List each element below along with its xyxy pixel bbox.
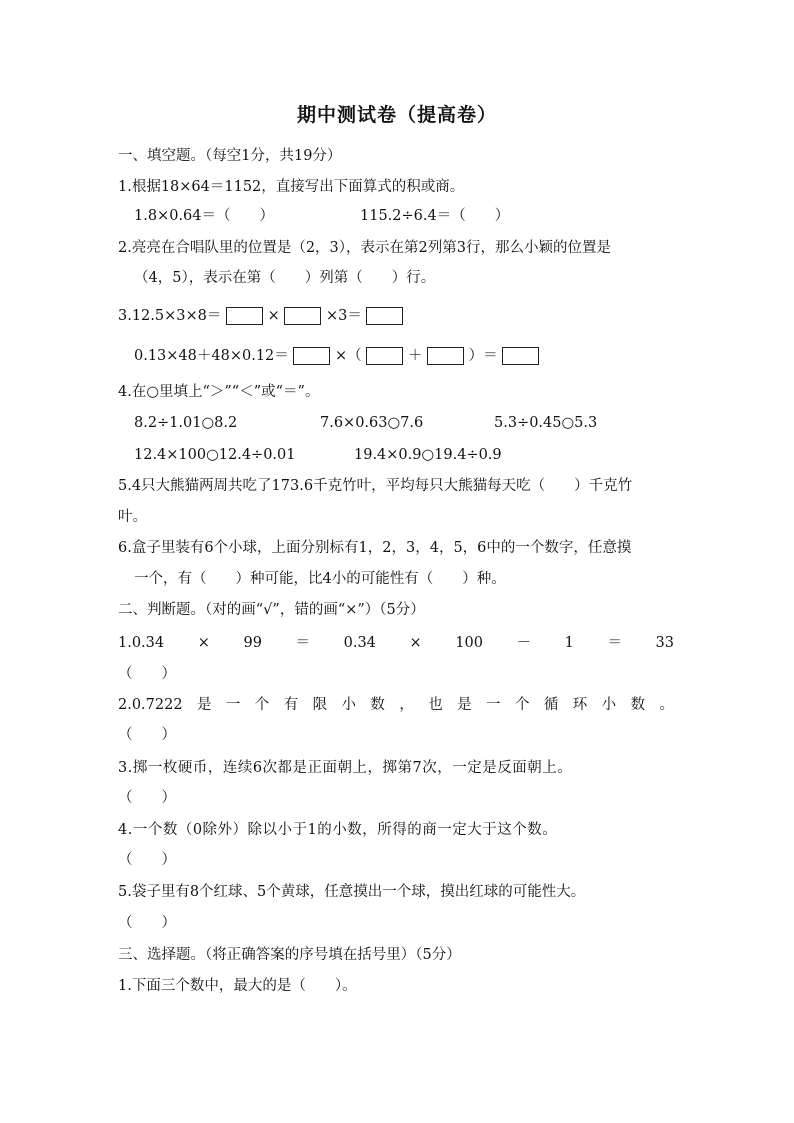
q1-1-b: 115.2÷6.4＝（ ） xyxy=(360,208,510,224)
q1-4-c: 5.3÷0.45○5.3 xyxy=(494,415,598,431)
q2-2-token: 环 xyxy=(572,697,588,713)
q2-2-token: 一 xyxy=(486,697,501,713)
section-3-heading: 三、选择题。（将正确答案的序号填在括号里）（5分） xyxy=(118,947,461,963)
q2-3-text: 3.掷一枚硬币，连续6次都是正面朝上，掷第7次，一定是反面朝上。 xyxy=(118,760,573,776)
q1-6-line1: 6.盒子里装有6个小球，上面分别标有1，2，3，4，5，6中的一个数字，任意摸 xyxy=(118,540,632,556)
q2-2-token: ， xyxy=(399,697,414,713)
q2-2-token: 限 xyxy=(312,697,328,713)
section-1-heading: 一、填空题。（每空1分，共19分） xyxy=(118,148,342,164)
q2-4-answer-paren: （ ） xyxy=(118,852,176,868)
q2-2-token: 一 xyxy=(225,697,241,713)
times-three-equals: ×3＝ xyxy=(325,308,362,324)
q2-1-token: 0.34 xyxy=(343,635,376,651)
q1-5-line2: 叶。 xyxy=(118,509,147,525)
q1-3b-lead: 0.13×48＋48×0.12＝ xyxy=(134,348,289,364)
q1-4-e: 19.4×0.9○19.4÷0.9 xyxy=(354,447,502,463)
q2-2-token: 数 xyxy=(370,697,385,713)
q2-2-token: 是 xyxy=(196,697,212,713)
q2-1-token: × xyxy=(409,635,422,651)
q1-4-text: 4.在○里填上“＞”“＜”或“＝”。 xyxy=(118,384,320,400)
q2-1-token: ＝ xyxy=(607,635,622,651)
q1-4-a: 8.2÷1.01○8.2 xyxy=(134,415,238,431)
q2-2-token: 个 xyxy=(514,697,530,713)
q1-5-line1: 5.4只大熊猫两周共吃了173.6千克竹叶，平均每只大熊猫每天吃（ ）千克竹 xyxy=(118,478,633,494)
q2-1-token: － xyxy=(516,635,532,651)
answer-box[interactable] xyxy=(502,347,539,365)
answer-box[interactable] xyxy=(293,347,330,365)
q1-3-lead: 3.12.5×3×8＝ xyxy=(118,308,222,324)
q2-2-token: 个 xyxy=(254,697,270,713)
q2-1-token: ＝ xyxy=(295,635,311,651)
answer-box[interactable] xyxy=(226,307,263,325)
q2-2-token: 。 xyxy=(659,697,674,713)
q2-2-token: 2.0.7222 xyxy=(118,697,183,713)
q2-5-text: 5.袋子里有8个红球、5个黄球，任意摸出一个球，摸出红球的可能性大。 xyxy=(118,884,586,900)
q2-1-token: 99 xyxy=(243,635,262,651)
q2-2-token: 有 xyxy=(283,697,299,713)
q2-4-text: 4.一个数（0除外）除以小于1的小数，所得的商一定大于这个数。 xyxy=(118,822,558,838)
close-paren-equals: ）＝ xyxy=(468,348,498,364)
section-2-heading: 二、判断题。（对的画“√”，错的画“×”）（5分） xyxy=(118,602,425,618)
plus-sign: ＋ xyxy=(407,348,423,364)
q2-2-token: 也 xyxy=(428,697,443,713)
q2-2-answer-paren: （ ） xyxy=(118,727,176,743)
q2-1-token: 1 xyxy=(564,635,574,651)
answer-box[interactable] xyxy=(366,347,403,365)
q3-1-text: 1.下面三个数中，最大的是（ ）。 xyxy=(118,978,357,994)
q2-1-token: 100 xyxy=(455,635,483,651)
q1-4-d: 12.4×100○12.4÷0.01 xyxy=(134,447,296,463)
times-open-paren: ×（ xyxy=(335,348,362,364)
q2-1-answer-paren: （ ） xyxy=(118,666,176,682)
q2-3-answer-paren: （ ） xyxy=(118,790,176,806)
q2-5-answer-paren: （ ） xyxy=(118,915,176,931)
q1-1-text: 1.根据18×64＝1152，直接写出下面算式的积或商。 xyxy=(118,179,465,195)
times-sign: × xyxy=(267,308,280,324)
q1-3-line1 xyxy=(118,306,403,326)
q1-1-a: 1.8×0.64＝（ ） xyxy=(134,208,274,224)
q2-2-token: 是 xyxy=(457,697,472,713)
q2-1-token: 1.0.34 xyxy=(118,635,165,651)
q1-2-line1: 2.亮亮在合唱队里的位置是（2，3），表示在第2列第3行，那么小颖的位置是 xyxy=(118,240,611,256)
q2-1-token: 33 xyxy=(655,635,674,651)
q2-2-token: 小 xyxy=(341,697,357,713)
q2-2-line xyxy=(118,695,674,715)
answer-box[interactable] xyxy=(284,307,321,325)
q2-1-line xyxy=(118,633,674,653)
page-title: 期中测试卷（提高卷） xyxy=(296,104,497,126)
q1-6-line2: 一个，有（ ）种可能，比4小的可能性有（ ）种。 xyxy=(134,571,506,587)
q1-3-line2 xyxy=(134,346,539,366)
q2-2-token: 数 xyxy=(630,697,646,713)
answer-box[interactable] xyxy=(427,347,464,365)
q1-4-b: 7.6×0.63○7.6 xyxy=(320,415,424,431)
q2-2-token: 小 xyxy=(601,697,617,713)
q2-2-token: 循 xyxy=(543,697,559,713)
answer-box[interactable] xyxy=(366,307,403,325)
q1-2-line2: （4，5），表示在第（ ）列第（ ）行。 xyxy=(134,270,436,286)
q2-1-token: × xyxy=(197,635,210,651)
